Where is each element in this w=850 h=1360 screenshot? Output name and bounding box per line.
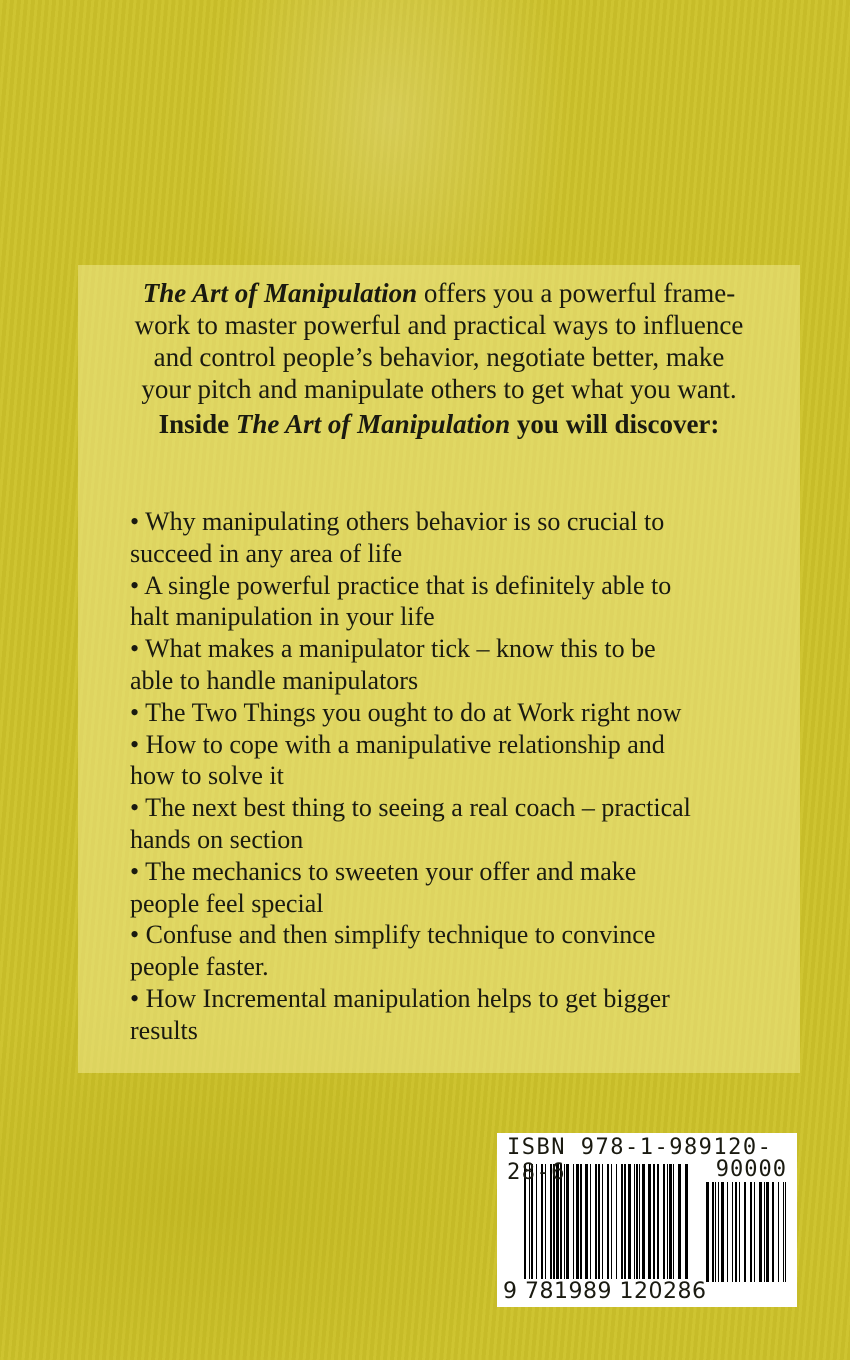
barcode-bar: [727, 1182, 728, 1282]
bullet-item: [130, 729, 691, 793]
barcode-bar: [750, 1182, 752, 1282]
intro-line: work to master powerful and practical ways to influence: [134, 310, 744, 340]
isbn-label: ISBN 978-1-989120-28-6: [507, 1135, 773, 1185]
bullet-line: results: [130, 1015, 198, 1045]
ean-left: 781989: [525, 1279, 612, 1304]
barcode-bar: [783, 1182, 784, 1282]
inside-book-title: The Art of Manipulation: [235, 409, 511, 439]
price-code: 90000: [715, 1157, 787, 1182]
barcode-bar: [754, 1182, 755, 1282]
barcode-bar: [778, 1182, 779, 1282]
intro-book-title: The Art of Manipulation: [142, 278, 418, 308]
barcode-bar: [715, 1182, 716, 1282]
bullet-line: succeed in any area of life: [130, 538, 403, 568]
barcode-bar: [721, 1182, 724, 1282]
ean-digits: [503, 1279, 706, 1304]
bullet-item: [130, 506, 691, 570]
barcode-bar: [772, 1182, 774, 1282]
barcode-bar: [739, 1182, 740, 1282]
bullet-line: people feel special: [130, 888, 324, 918]
barcode-bar: [735, 1182, 737, 1282]
bullet-item: [130, 697, 691, 729]
intro-paragraph: [78, 277, 800, 405]
barcode-bar: [712, 1182, 714, 1282]
bullet-line: hands on section: [130, 824, 304, 854]
bullet-item: [130, 983, 691, 1047]
ean-first: 9: [503, 1279, 518, 1304]
bullet-line: • The next best thing to seeing a real coach – practical: [130, 793, 691, 823]
bullet-line: people faster.: [130, 952, 269, 982]
bullet-item: [130, 856, 691, 920]
bullet-item: [130, 633, 691, 697]
inside-heading: [78, 408, 800, 440]
bullet-line: • The Two Things you ought to do at Work right now: [130, 697, 682, 727]
ean-right: 120286: [619, 1279, 707, 1304]
bullet-list: [130, 506, 691, 1047]
bullet-line: • The mechanics to sweeten your offer and make: [130, 856, 637, 886]
barcode-bar: [744, 1182, 746, 1282]
barcode-bar: [706, 1182, 709, 1282]
barcode-bar: [732, 1182, 733, 1282]
bullet-line: able to handle manipulators: [130, 665, 419, 695]
description-panel: [78, 265, 800, 1073]
intro-line: offers you a powerful frame-: [417, 278, 736, 308]
intro-line: your pitch and manipulate others to get what you want.: [141, 374, 737, 404]
bullet-line: • Why manipulating others behavior is so crucial to: [130, 507, 665, 536]
inside-suffix: you will discover:: [510, 409, 720, 439]
barcode-bar: [785, 1182, 786, 1282]
barcode-bar: [766, 1182, 769, 1282]
bullet-line: • What makes a manipulator tick – know this to be: [130, 634, 656, 664]
intro-line: and control people’s behavior, negotiate better, make: [153, 342, 725, 372]
barcode-bar: [759, 1182, 762, 1282]
bullet-line: halt manipulation in your life: [130, 602, 435, 632]
inside-prefix: Inside: [158, 409, 236, 439]
bullet-item: [130, 792, 691, 856]
barcode-bar: [718, 1182, 719, 1282]
bullet-line: • A single powerful practice that is definitely able to: [130, 570, 672, 600]
bullet-line: • Confuse and then simplify technique to convince: [130, 920, 656, 950]
bullet-item: [130, 570, 691, 634]
bullet-item: [130, 919, 691, 983]
bullet-line: • How Incremental manipulation helps to get bigger: [130, 983, 670, 1013]
barcode-bar: [764, 1182, 765, 1282]
isbn-barcode: [497, 1133, 797, 1307]
bullet-line: • How to cope with a manipulative relationship and: [130, 729, 665, 759]
bullet-line: how to solve it: [130, 761, 284, 791]
